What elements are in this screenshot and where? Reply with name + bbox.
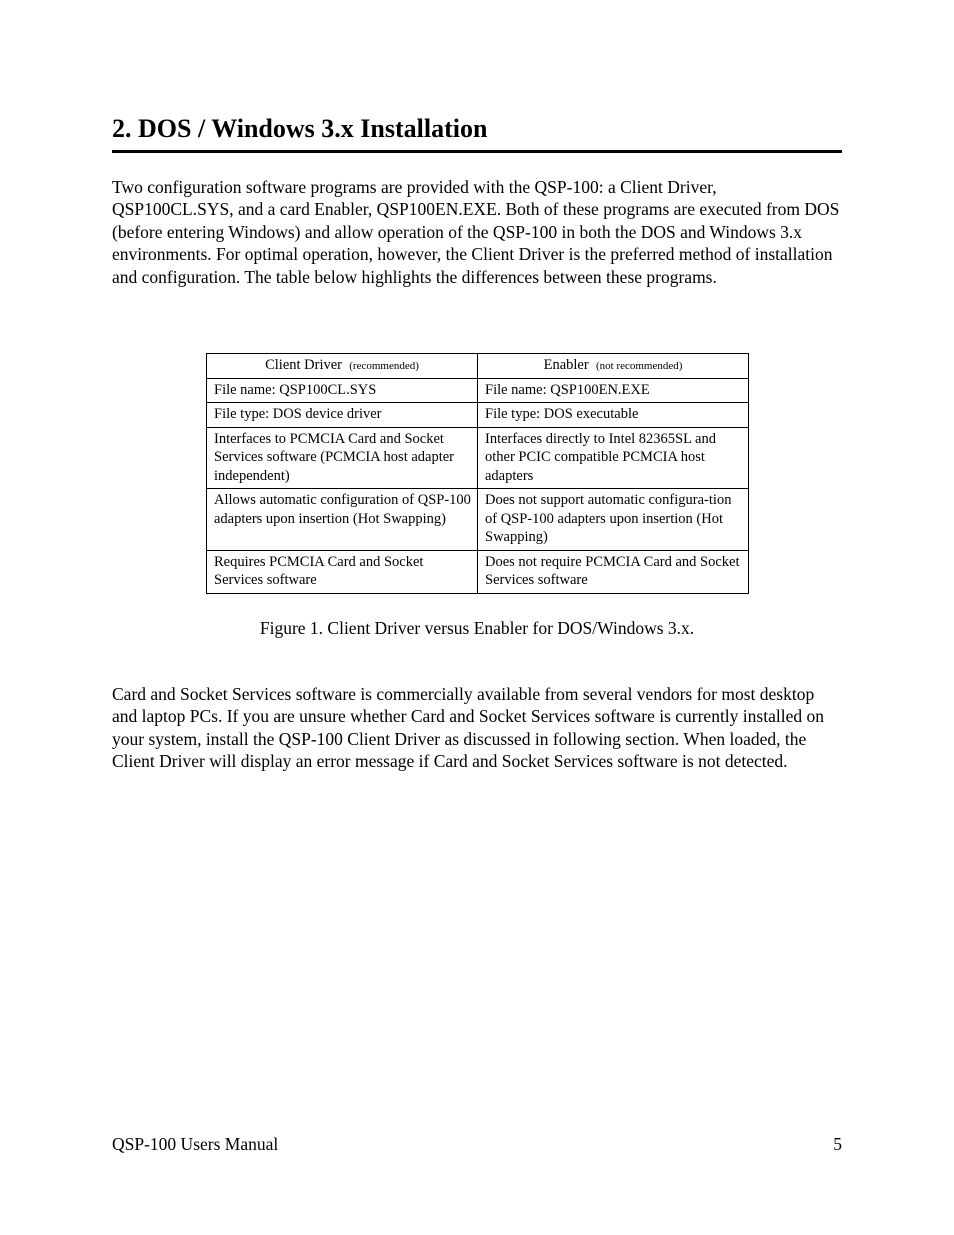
header-note: (not recommended) <box>595 360 683 372</box>
header-enabler <box>478 354 749 379</box>
table-cell: Does not support automatic configura-tion of QSP-100 adapters upon insertion (Hot Swapping) <box>478 489 749 551</box>
table-header-row <box>207 354 749 379</box>
header-label: Client Driver <box>265 357 343 373</box>
table-cell: File type: DOS executable <box>478 403 749 428</box>
body-paragraph: Card and Socket Services software is commercially available from several vendors for most desktop and laptop PCs. If you are unsure whether Card and Socket Services software is currently installed on your system, install the QSP-100 Client Driver as discussed in following section. When loaded, the Client Driver will display an error message if Card and Socket Services software is not detected. <box>112 684 824 772</box>
header-note: (recommended) <box>349 360 419 372</box>
comparison-table <box>206 353 749 594</box>
table-row <box>207 427 749 489</box>
table-row <box>207 403 749 428</box>
table-cell: File name: QSP100EN.EXE <box>478 378 749 403</box>
intro-paragraph: Two configuration software programs are provided with the QSP-100: a Client Driver, QSP100CL.SYS, and a card Enabler, QSP100EN.EXE. Both of these programs are executed from DOS (before entering Windows) and allow operation of the QSP-100 in both the DOS and Windows 3.x environments. For optimal operation, however, the Client Driver is the preferred method of installation and configuration. The table below highlights the differences between these programs. <box>112 177 840 287</box>
table-cell: File type: DOS device driver <box>207 403 478 428</box>
header-client-driver <box>207 354 478 379</box>
table-cell: Allows automatic configuration of QSP-100 adapters upon insertion (Hot Swapping) <box>207 489 478 551</box>
table-row <box>207 550 749 593</box>
table-cell: Interfaces to PCMCIA Card and Socket Services software (PCMCIA host adapter independent) <box>207 427 478 489</box>
page-title: 2. DOS / Windows 3.x Installation <box>112 114 488 143</box>
table-row <box>207 378 749 403</box>
title-rule <box>112 150 842 153</box>
table-cell: Interfaces directly to Intel 82365SL and other PCIC compatible PCMCIA host adapters <box>478 427 749 489</box>
header-label: Enabler <box>543 357 589 373</box>
table-cell: Does not require PCMCIA Card and Socket Services software <box>478 550 749 593</box>
figure-caption: Figure 1. Client Driver versus Enabler for DOS/Windows 3.x. <box>259 618 695 638</box>
footer-manual-title: QSP-100 Users Manual <box>112 1134 279 1154</box>
table-cell: File name: QSP100CL.SYS <box>207 378 478 403</box>
table-cell: Requires PCMCIA Card and Socket Services software <box>207 550 478 593</box>
page-number: 5 <box>833 1134 842 1154</box>
table-row <box>207 489 749 551</box>
